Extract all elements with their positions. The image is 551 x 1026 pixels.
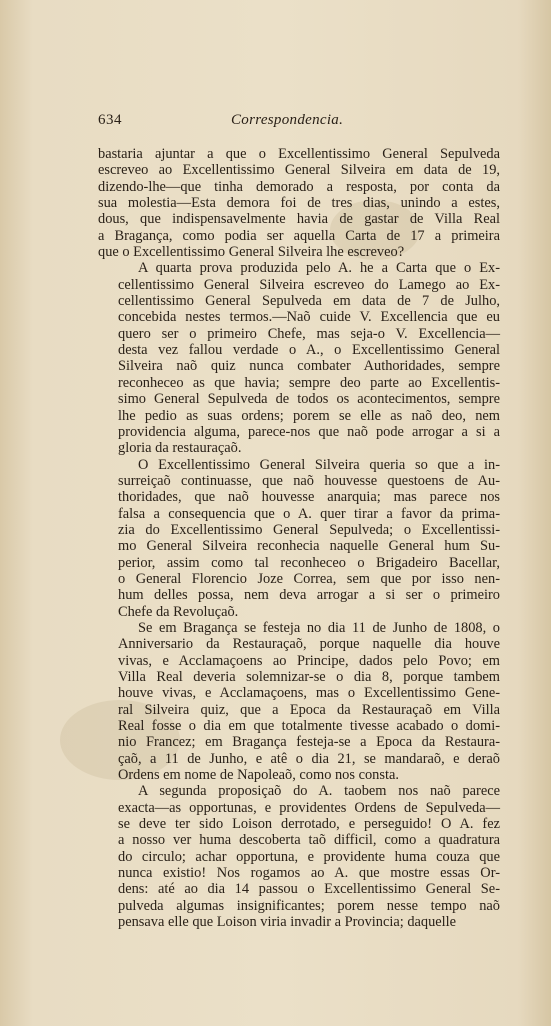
text-line: Anniversario da Restauraçaõ, porque naquelle dia houve [118,636,500,653]
paragraph [98,620,500,783]
text-line: çaõ, a 11 de Junho, e atê o dia 21, se mandaraõ, e deraõ [118,750,500,767]
text-line: mo General Silveira reconhecia naquelle General hum Su- [118,538,500,555]
text-line: pulveda algumas insignificantes; porem nesse tempo naõ [118,897,500,914]
text-line: Villa Real deveria solemnizar-se o dia 8, porque tambem [118,669,500,685]
running-title: Correspondencia. [231,112,344,128]
text-line: escreveo ao Excellentissimo General Silveira em data de 19, [98,162,500,179]
text-line: lhe pedio as suas ordens; porem se elle as naõ deo, nem [118,407,500,424]
text-line: do circulo; achar opportuna, e providente huma couza que [118,848,500,865]
body-text [98,146,500,931]
paragraph [98,457,500,620]
text-line: A quarta prova produzida pelo A. he a Carta que o Ex- [138,260,500,277]
text-line: Chefe da Revoluçaõ. [118,603,239,620]
text-line: Silveira naõ quiz nunca combater Authoridades, sempre [118,358,500,375]
paragraph [98,260,500,456]
text-line: se deve ter sido Loison derrotado, e perseguido! O A. fez [118,816,500,833]
text-line: perior, assim como tal reconheceo o Brigadeiro Bacellar, [118,554,500,571]
text-line: a Bragança, como podia ser aquella Carta de 17 a primeira [98,227,500,244]
text-line: Ordens em nome de Napoleaõ, como nos consta. [118,767,399,784]
text-line: quero ser o primeiro Chefe, mas seja-o V. Excellencia— [118,325,500,342]
text-line: dous, que indispensavelmente havia de gastar de Villa Real [98,211,500,228]
text-line: zia do Excellentissimo General Sepulveda; o Excellentissi- [118,521,500,538]
text-line: a nosso ver huma descoberta taõ difficil, como a quadratura [118,832,500,849]
text-line: Se em Bragança se festeja no dia 11 de Junho de 1808, o [138,619,500,636]
text-line: ral Silveira quiz, que a Epoca da Restauraçaõ em Villa [118,701,500,718]
text-line: dens: até ao dia 14 passou o Excellentissimo General Se- [118,881,500,898]
text-line: gloria da restauraçaõ. [118,440,242,457]
text-line: cellentissimo General Sepulveda em data de 7 de Julho, [118,293,500,310]
text-line: concebida nestes termos.—Naõ cuide V. Excellencia que eu [118,309,500,326]
text-line: providencia alguma, parece-nos que naõ pode arrogar a si a [118,423,500,440]
text-line: sua molestia—Esta demora foi de tres dias, unindo a estes, [98,195,500,212]
text-line: bastaria ajuntar a que o Excellentissimo General Sepulveda [98,146,500,162]
paragraph [98,783,500,930]
text-line: falsa a consequencia que o A. quer tirar a favor da prima- [118,505,500,522]
text-line: thoridades, que naõ houvesse anarquia; mas parece nos [118,489,500,506]
text-line: houve vivas, e Acclamaçoens, mas o Excellentissimo Gene- [118,685,500,702]
text-line: O Excellentissimo General Silveira queria so que a in- [138,456,500,473]
text-line: que o Excellentissimo General Silveira lhe escreveo? [98,244,405,261]
text-line: dizendo-lhe—que tinha demorado a resposta, por conta da [98,178,500,195]
text-line: o General Florencio Joze Correa, sem que por isso nen- [118,570,500,587]
page-header [98,112,499,134]
text-line: exacta—as opportunas, e providentes Ordens de Sepulveda— [118,799,500,816]
text-line: simo General Sepulveda de todos os acontecimentos, sempre [118,391,500,408]
text-line: pensava elle que Loison viria invadir a Provincia; daquelle [118,914,457,931]
text-line: surreiçaõ continuasse, que naõ houvesse questoens de Au- [118,472,500,489]
page-number: 634 [98,112,122,128]
text-line: Real fosse o dia em que totalmente tivesse acabado o domi- [118,718,500,735]
text-line: reconheceo as que havia; sempre deo parte ao Excellentis- [118,374,500,391]
text-line: nio Francez; em Bragança festeja-se a Epoca da Restaura- [118,734,500,751]
text-line: cellentissimo General Silveira escreveo do Lamego ao Ex- [118,276,500,293]
text-line: nunca existio! Nos rogamos ao A. que mostre essas Or- [118,865,500,882]
text-line: vivas, e Acclamaçoens ao Principe, dados pelo Povo; em [118,652,500,669]
text-line: desta vez fallou verdade o A., o Excellentissimo General [118,342,500,359]
text-line: hum delles possa, nem deva arrogar a si ser o primeiro [118,587,500,604]
paragraph [98,146,500,260]
text-line: A segunda proposiçaõ do A. taobem nos naõ parece [138,783,500,800]
